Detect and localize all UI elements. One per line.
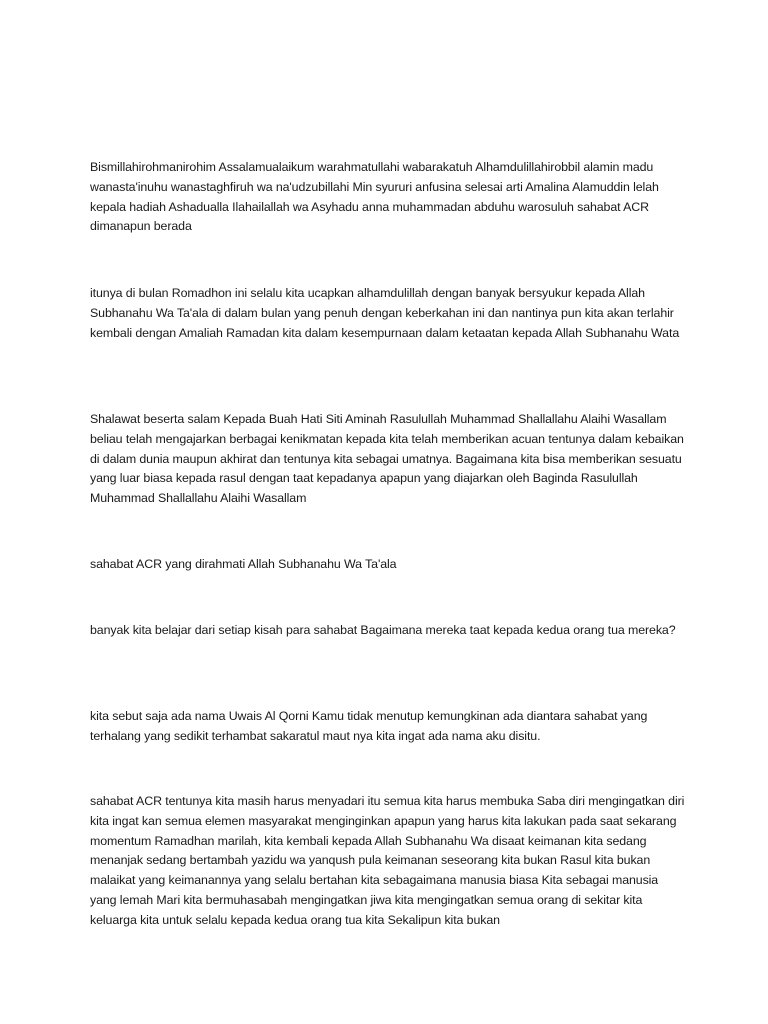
paragraph-muhasabah: sahabat ACR tentunya kita masih harus menyadari itu semua kita harus membuka Saba diri mengingatkan diri kita ingat kan semua elemen masyarakat menginginkan apapun yang harus kita lakukan pada saat sekarang momentum Ramadhan marilah, kita kembali kepada Allah Subhanahu Wa disaat keimanan kita sedang menanjak sedang bertambah yazidu wa yanqush pula keimanan seseorang kita bukan Rasul kita bukan malaikat yang keimanannya yang selalu bertahan kita sebagaimana manusia biasa Kita sebagai manusia yang lemah Mari kita bermuhasabah mengingatkan jiwa kita mengingatkan semua orang di sekitar kita keluarga kita untuk selalu kepada kedua orang tua kita Sekalipun kita bukan	[90, 794, 685, 927]
paragraph-shalawat: Shalawat beserta salam Kepada Buah Hati Siti Aminah Rasulullah Muhammad Shallallahu Alaihi Wasallam beliau telah mengajarkan berbagai kenikmatan kepada kita telah memberikan acuan tentunya dalam kebaikan di dalam dunia maupun akhirat dan tentunya kita sebagai umatnya. Bagaimana kita bisa memberikan sesuatu yang luar biasa kepada rasul dengan taat kepadanya apapun yang diajarkan oleh Baginda Rasulullah Muhammad Shallallahu Alaihi Wasallam	[90, 412, 684, 506]
paragraph-uwais-al-qorni: kita sebut saja ada nama Uwais Al Qorni Kamu tidak menutup kemungkinan ada diantara sahabat yang terhalang yang sedikit terhambat sakaratul maut nya kita ingat ada nama aku disitu.	[90, 709, 648, 743]
paragraph-opening-salutation: Bismillahirohmanirohim Assalamualaikum warahmatullahi wabarakatuh Alhamdulillahirobbil alamin madu wanasta'inuhu wanastaghfiruh wa na'udzubillahi Min syururi anfusina selesai arti Amalina Alamuddin lelah kepala hadiah Ashadualla Ilahailallah wa Asyhadu anna muhammadan abduhu warosuluh sahabat ACR dimanapun berada	[90, 160, 659, 234]
paragraph-learning-from-sahabat: banyak kita belajar dari setiap kisah para sahabat Bagaimana mereka taat kepada kedua orang tua mereka?	[90, 623, 676, 637]
paragraph-greeting-sahabat: sahabat ACR yang dirahmati Allah Subhanahu Wa Ta'ala	[90, 557, 397, 571]
paragraph-ramadan-gratitude: itunya di bulan Romadhon ini selalu kita ucapkan alhamdulillah dengan banyak bersyukur kepada Allah Subhanahu Wa Ta'ala di dalam bulan yang penuh dengan keberkahan ini dan nantinya pun kita akan terlahir kembali dengan Amaliah Ramadan kita dalam kesempurnaan dalam ketaatan kepada Allah Subhanahu Wata	[90, 286, 680, 340]
